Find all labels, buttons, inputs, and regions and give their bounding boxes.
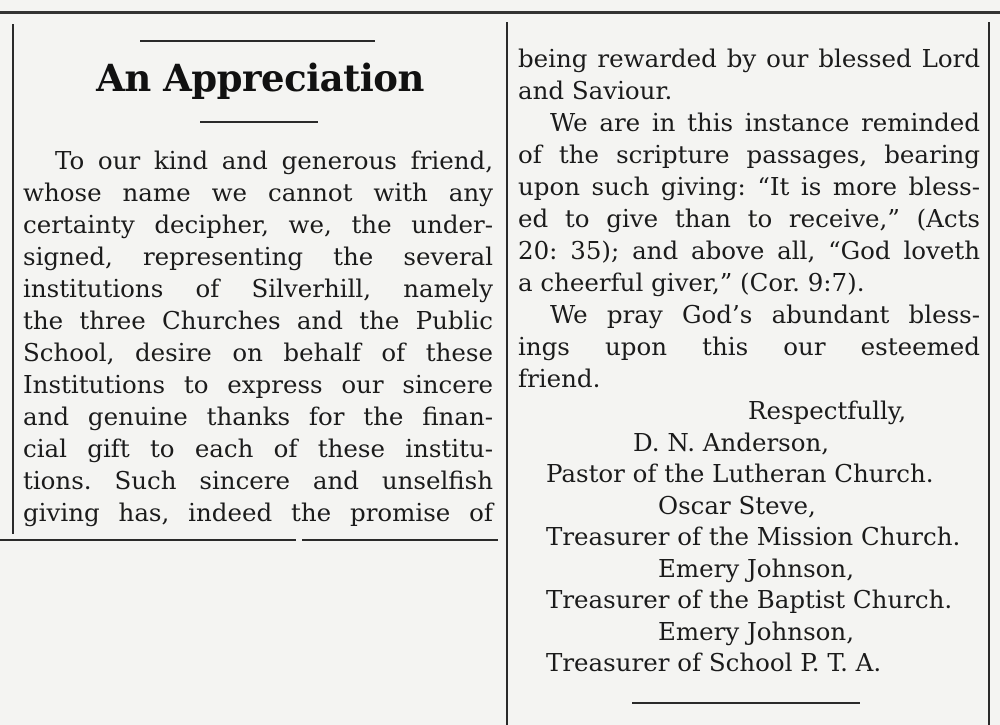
article-end-rule-left: [0, 539, 296, 541]
text-line: 20: 35); and above all, “God loveth: [518, 236, 980, 265]
article-headline: An Appreciation: [96, 56, 424, 100]
text-line: the three Churches and the Public: [23, 306, 493, 335]
text-line: We pray God’s abundant bless-: [550, 300, 980, 329]
signature-name: Emery Johnson,: [658, 616, 854, 646]
top-border-rule: [0, 11, 1000, 14]
text-line: We are in this instance reminded: [550, 108, 980, 137]
text-line: and genuine thanks for the finan-: [23, 402, 493, 431]
text-line: School, desire on behalf of these: [23, 338, 493, 367]
text-line: ings upon this our esteemed: [518, 332, 980, 361]
text-line: ed to give than to receive,” (Acts: [518, 204, 980, 233]
signature-end-rule: [632, 702, 860, 704]
text-line: signed, representing the several: [23, 242, 493, 271]
headline-top-rule: [140, 40, 375, 42]
signature-name: Oscar Steve,: [658, 490, 816, 520]
text-line: certainty decipher, we, the under-: [23, 210, 493, 239]
text-line: of the scripture passages, bearing: [518, 140, 980, 169]
article-end-rule-right: [302, 539, 498, 541]
text-line: being rewarded by our blessed Lord: [518, 44, 980, 73]
text-line: To our kind and generous friend,: [55, 146, 493, 175]
signature-name: D. N. Anderson,: [633, 427, 830, 457]
text-line: friend.: [518, 364, 601, 393]
left-column-text: [23, 145, 493, 529]
text-line: institutions of Silverhill, namely: [23, 274, 493, 303]
text-line: and Saviour.: [518, 76, 673, 105]
signature-title: Treasurer of the Mission Church.: [546, 522, 961, 551]
signature-title: Pastor of the Lutheran Church.: [546, 459, 934, 488]
text-line: tions. Such sincere and unselfish: [23, 466, 493, 495]
signature-name: Emery Johnson,: [658, 553, 854, 583]
left-border-rule: [12, 24, 14, 534]
right-border-rule: [988, 22, 990, 725]
right-column-text: [518, 43, 980, 679]
text-line: giving has, indeed the promise of: [23, 498, 493, 527]
text-line: Institutions to express our sincere: [23, 370, 493, 399]
closing-respectfully: Respectfully,: [748, 396, 907, 425]
text-line: cial gift to each of these institu-: [23, 434, 493, 463]
column-divider-rule: [506, 22, 508, 725]
text-line: whose name we cannot with any: [23, 178, 493, 207]
signature-title: Treasurer of the Baptist Church.: [546, 585, 953, 614]
text-line: a cheerful giver,” (Cor. 9:7).: [518, 268, 865, 297]
headline-bottom-rule: [200, 121, 318, 123]
text-line: upon such giving: “It is more bless-: [518, 172, 980, 201]
signature-title: Treasurer of School P. T. A.: [546, 648, 882, 677]
